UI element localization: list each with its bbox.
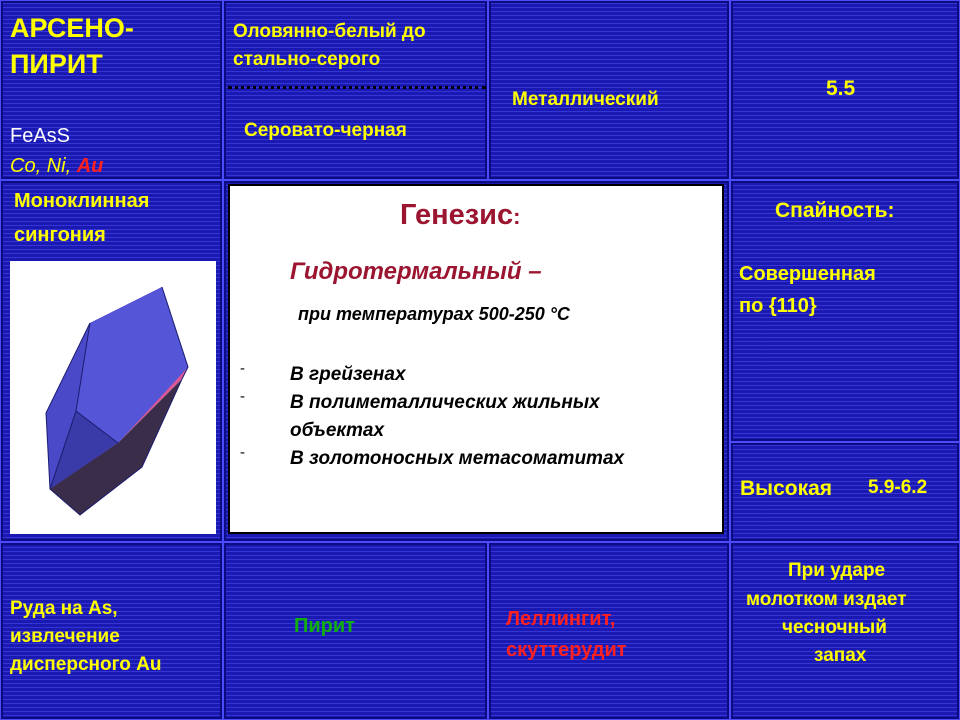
syngony-line2: сингония <box>14 224 106 246</box>
genesis-title-colon: : <box>513 204 521 229</box>
cell-similar-green <box>223 542 488 720</box>
crystal-illustration <box>10 261 216 534</box>
genesis-title-text: Генезис <box>400 199 514 231</box>
syngony-line1: Моноклинная <box>14 190 150 212</box>
impurity-gold: Au <box>76 155 104 177</box>
usage-line1: Руда на As, <box>10 598 118 619</box>
diagnostic-line2: молотком издает <box>746 589 907 610</box>
hardness-value: 5.5 <box>826 77 856 100</box>
genesis-item-2-line1: В полиметаллических жильных <box>290 392 600 413</box>
similar-mineral-red-line2: скуттерудит <box>506 639 627 661</box>
genesis-item-bullet-2: - <box>240 388 245 405</box>
genesis-type: Гидротермальный – <box>290 258 542 285</box>
mineral-impurities <box>10 154 103 178</box>
mineral-title-line2: ПИРИТ <box>10 49 103 79</box>
genesis-temperature: при температурах 500-250 °С <box>298 304 570 324</box>
mineral-formula: FeAsS <box>10 125 71 147</box>
density-value: 5.9-6.2 <box>868 477 928 498</box>
diagnostic-line4: запах <box>814 645 867 666</box>
genesis-panel <box>228 184 724 534</box>
similar-mineral-red-line1: Леллингит, <box>506 608 616 630</box>
diagnostic-line1: При ударе <box>788 560 886 581</box>
color-line2: стально-серого <box>233 49 381 70</box>
cleavage-label: Спайность: <box>775 199 895 222</box>
density-label: Высокая <box>740 477 833 500</box>
cleavage-value-line1: Совершенная <box>739 263 876 285</box>
genesis-item-bullet-3: - <box>240 444 245 461</box>
cleavage-value-line2: по {110} <box>739 295 817 317</box>
genesis-title <box>400 198 520 233</box>
impurities-prefix: Co, Ni, <box>10 155 77 177</box>
usage-line3: дисперсного Au <box>10 654 162 675</box>
similar-mineral-green: Пирит <box>294 615 355 637</box>
mineral-title-line1: АРСЕНО- <box>10 13 134 43</box>
cell-similar-red <box>488 542 730 720</box>
diagnostic-line3: чесночный <box>782 617 887 638</box>
color-streak-divider <box>228 86 486 89</box>
color-line1: Оловянно-белый до <box>233 21 426 42</box>
luster-value: Металлический <box>512 89 659 110</box>
genesis-item-3: В золотоносных метасоматитах <box>290 448 625 469</box>
crystal-illustration-icon <box>10 261 216 534</box>
streak-value: Серовато-черная <box>244 120 407 141</box>
usage-line2: извлечение <box>10 626 120 647</box>
genesis-item-1: В грейзенах <box>290 364 406 385</box>
genesis-item-bullet-1: - <box>240 360 245 377</box>
genesis-item-2-line2: объектах <box>290 420 385 441</box>
